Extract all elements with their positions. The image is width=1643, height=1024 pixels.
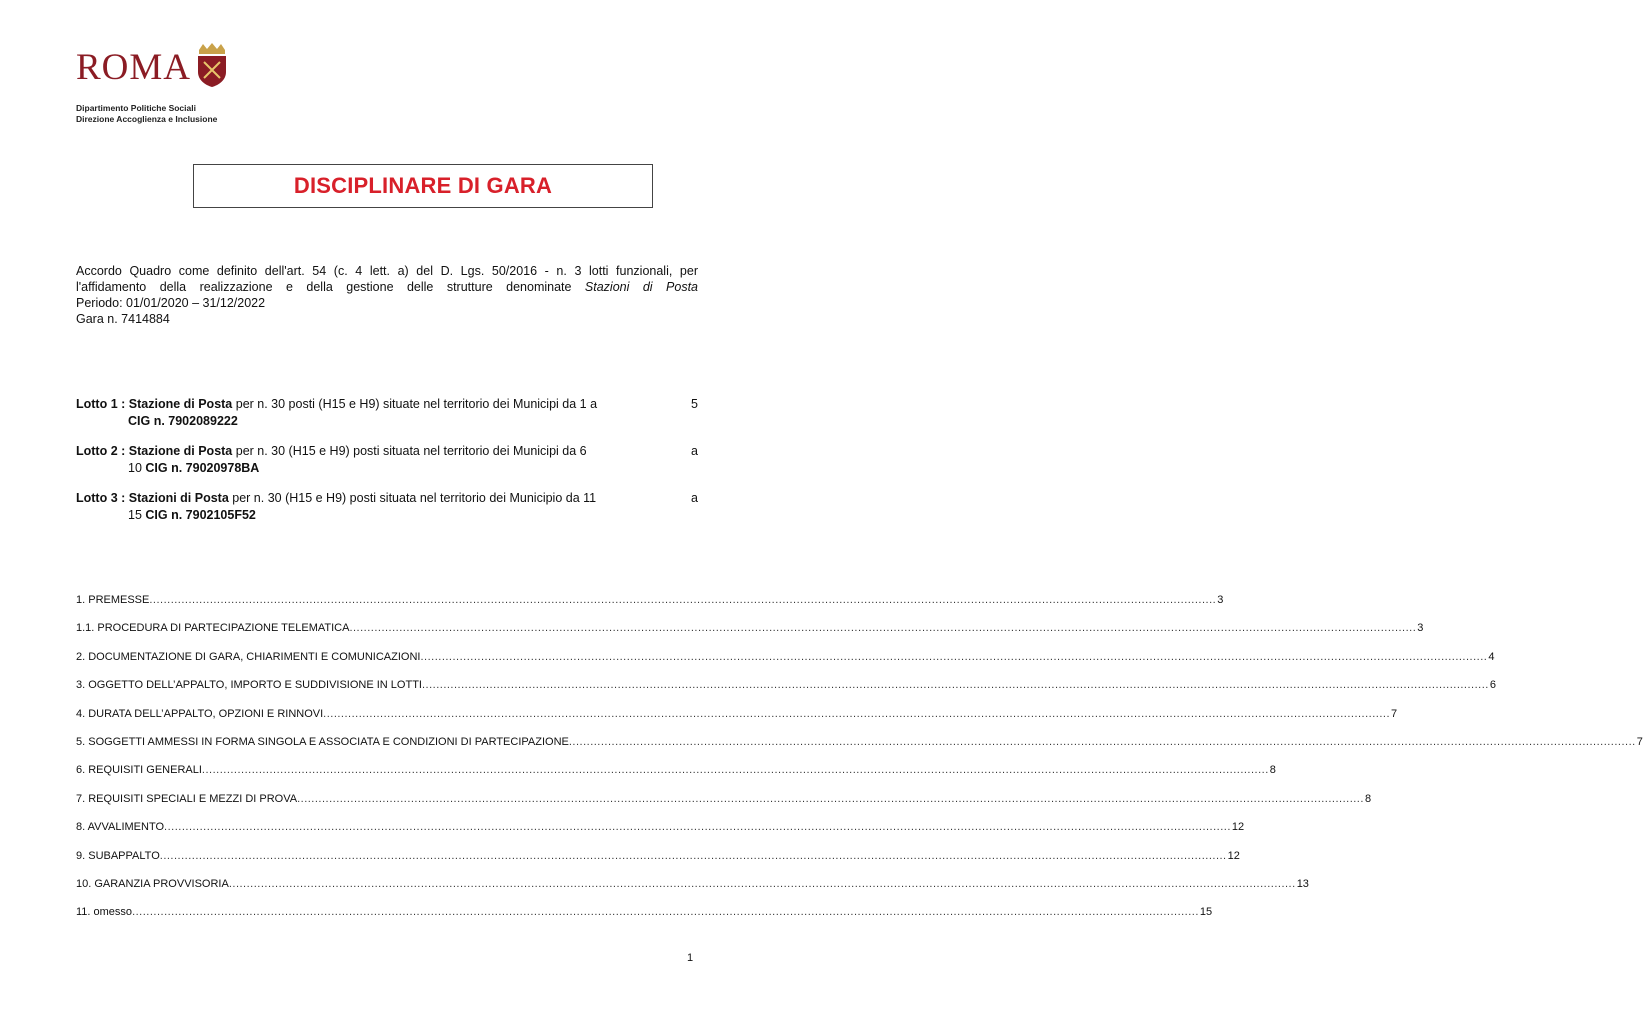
toc-entry[interactable] [76, 906, 1213, 934]
toc-entry[interactable] [76, 594, 1224, 622]
toc-entry-label: 1.1. PROCEDURA DI PARTECIPAZIONE TELEMATICA [76, 622, 350, 635]
toc-entry[interactable] [76, 877, 1309, 906]
roma-crest-icon [195, 42, 229, 88]
toc-entry-label: 2. DOCUMENTAZIONE DI GARA, CHIARIMENTI E COMUNICAZIONI [76, 650, 421, 663]
toc-entry[interactable] [76, 679, 1496, 707]
toc-entry-page: 12 [1231, 821, 1245, 834]
lot-continuation: 10 [128, 461, 146, 475]
lot-description-end: a [691, 444, 698, 458]
toc-entry-page: 7 [1636, 735, 1643, 748]
toc-entry[interactable] [76, 650, 1495, 679]
intro-paragraph [76, 263, 698, 327]
toc-entry-label: 7. REQUISITI SPECIALI E MEZZI DI PROVA [76, 792, 298, 805]
toc-entry[interactable] [76, 764, 1276, 792]
lot-cig: CIG n. 79020978BA [145, 461, 260, 475]
toc-entry-page: 12 [1227, 849, 1240, 862]
lot-title: Lotto 2 : Stazione di Posta [76, 444, 233, 458]
lot-description: per n. 30 (H15 e H9) posti situata nel territorio dei Municipio da 11 [228, 491, 597, 505]
roma-logo [76, 42, 229, 86]
lot-description: per n. 30 (H15 e H9) posti situata nel territorio dei Municipi da 6 [232, 444, 587, 458]
toc-entry-label: 8. AVVALIMENTO [76, 821, 165, 834]
lot-cig: CIG n. 7902089222 [128, 414, 238, 428]
toc-entry-label: 11. omesso [76, 906, 133, 919]
toc-leader-dots: ............................................................................................................................................................................................................................................................................................................ [323, 707, 1391, 720]
toc-leader-dots: ............................................................................................................................................................................................................................................................................................................ [349, 622, 1417, 635]
toc-entry-label: 5. SOGGETTI AMMESSI IN FORMA SINGOLA E ASSOCIATA E CONDIZIONI DI PARTECIPAZIONE [76, 735, 569, 748]
lot-cig: CIG n. 7902105F52 [145, 508, 256, 522]
lot-item [76, 443, 698, 477]
toc-entry[interactable] [76, 821, 1245, 849]
toc-entry[interactable] [76, 792, 1372, 821]
department-header [76, 103, 217, 125]
gara-number: Gara n. 7414884 [76, 312, 170, 326]
toc-entry-page: 7 [1391, 707, 1398, 720]
toc-leader-dots: ............................................................................................................................................................................................................................................................................................................ [201, 764, 1269, 777]
lot-description-end: 5 [691, 397, 698, 411]
toc-entry-page: 3 [1217, 594, 1224, 606]
department-line: Dipartimento Politiche Sociali [76, 103, 196, 113]
lot-description: per n. 30 posti (H15 e H9) situate nel territorio dei Municipi da 1 a [232, 397, 598, 411]
toc-leader-dots: ............................................................................................................................................................................................................................................................................................................ [228, 877, 1296, 890]
intro-line-1: Accordo Quadro come definito dell'art. 54 (c. 4 lett. a) del D. Lgs. 50/2016 - n. 3 lotti funzionali, per [76, 264, 698, 278]
intro-line-2-text: l'affidamento della realizzazione e della gestione delle strutture denominate [76, 280, 585, 294]
toc-leader-dots: ............................................................................................................................................................................................................................................................................................................ [420, 650, 1488, 663]
lot-continuation: 15 [128, 508, 146, 522]
intro-line-2-italic: Stazioni di Posta [584, 280, 698, 294]
toc-entry-page: 8 [1269, 764, 1276, 777]
toc-entry-page: 8 [1364, 792, 1372, 805]
toc-entry-page: 15 [1199, 906, 1213, 919]
toc-entry-page: 6 [1489, 679, 1496, 692]
toc-leader-dots: ............................................................................................................................................................................................................................................................................................................ [149, 594, 1217, 606]
toc-entry[interactable] [76, 849, 1240, 878]
toc-leader-dots: ............................................................................................................................................................................................................................................................................................................ [164, 821, 1231, 834]
title-box [193, 164, 653, 208]
toc-entry-page: 4 [1488, 650, 1495, 663]
table-of-contents [76, 594, 1643, 935]
toc-entry-page: 3 [1417, 622, 1424, 635]
toc-leader-dots: ............................................................................................................................................................................................................................................................................................................ [421, 679, 1489, 692]
toc-entry-label: 4. DURATA DELL’APPALTO, OPZIONI E RINNOVI [76, 707, 324, 720]
lot-item [76, 490, 698, 524]
lot-item [76, 396, 698, 430]
page-number: 1 [687, 952, 694, 964]
toc-leader-dots: ............................................................................................................................................................................................................................................................................................................ [159, 849, 1227, 862]
toc-entry-label: 9. SUBAPPALTO [76, 849, 160, 862]
lot-title: Lotto 3 : Stazioni di Posta [76, 491, 229, 505]
toc-entry-label: 10. GARANZIA PROVVISORIA [76, 877, 229, 890]
toc-leader-dots: ............................................................................................................................................................................................................................................................................................................ [297, 792, 1364, 805]
toc-entry-page: 13 [1296, 877, 1309, 890]
direction-line: Direzione Accoglienza e Inclusione [76, 114, 218, 124]
toc-entry-label: 1. PREMESSE [76, 594, 150, 606]
toc-entry[interactable] [76, 622, 1424, 650]
document-title: DISCIPLINARE DI GARA [293, 173, 553, 198]
lot-description-end: a [691, 491, 698, 505]
period-line: Periodo: 01/01/2020 – 31/12/2022 [76, 296, 266, 310]
toc-entry-label: 6. REQUISITI GENERALI [76, 764, 202, 777]
toc-entry[interactable] [76, 707, 1398, 736]
intro-line-2 [76, 279, 698, 295]
logo-text: ROMA [76, 47, 192, 88]
toc-entry[interactable] [76, 735, 1643, 764]
toc-entry-label: 3. OGGETTO DELL’APPALTO, IMPORTO E SUDDIVISIONE IN LOTTI [76, 679, 422, 692]
toc-leader-dots: ............................................................................................................................................................................................................................................................................................................ [132, 906, 1199, 919]
toc-leader-dots: ............................................................................................................................................................................................................................................................................................................ [568, 735, 1636, 748]
lot-title: Lotto 1 : Stazione di Posta [76, 397, 233, 411]
lots-list [76, 396, 698, 537]
